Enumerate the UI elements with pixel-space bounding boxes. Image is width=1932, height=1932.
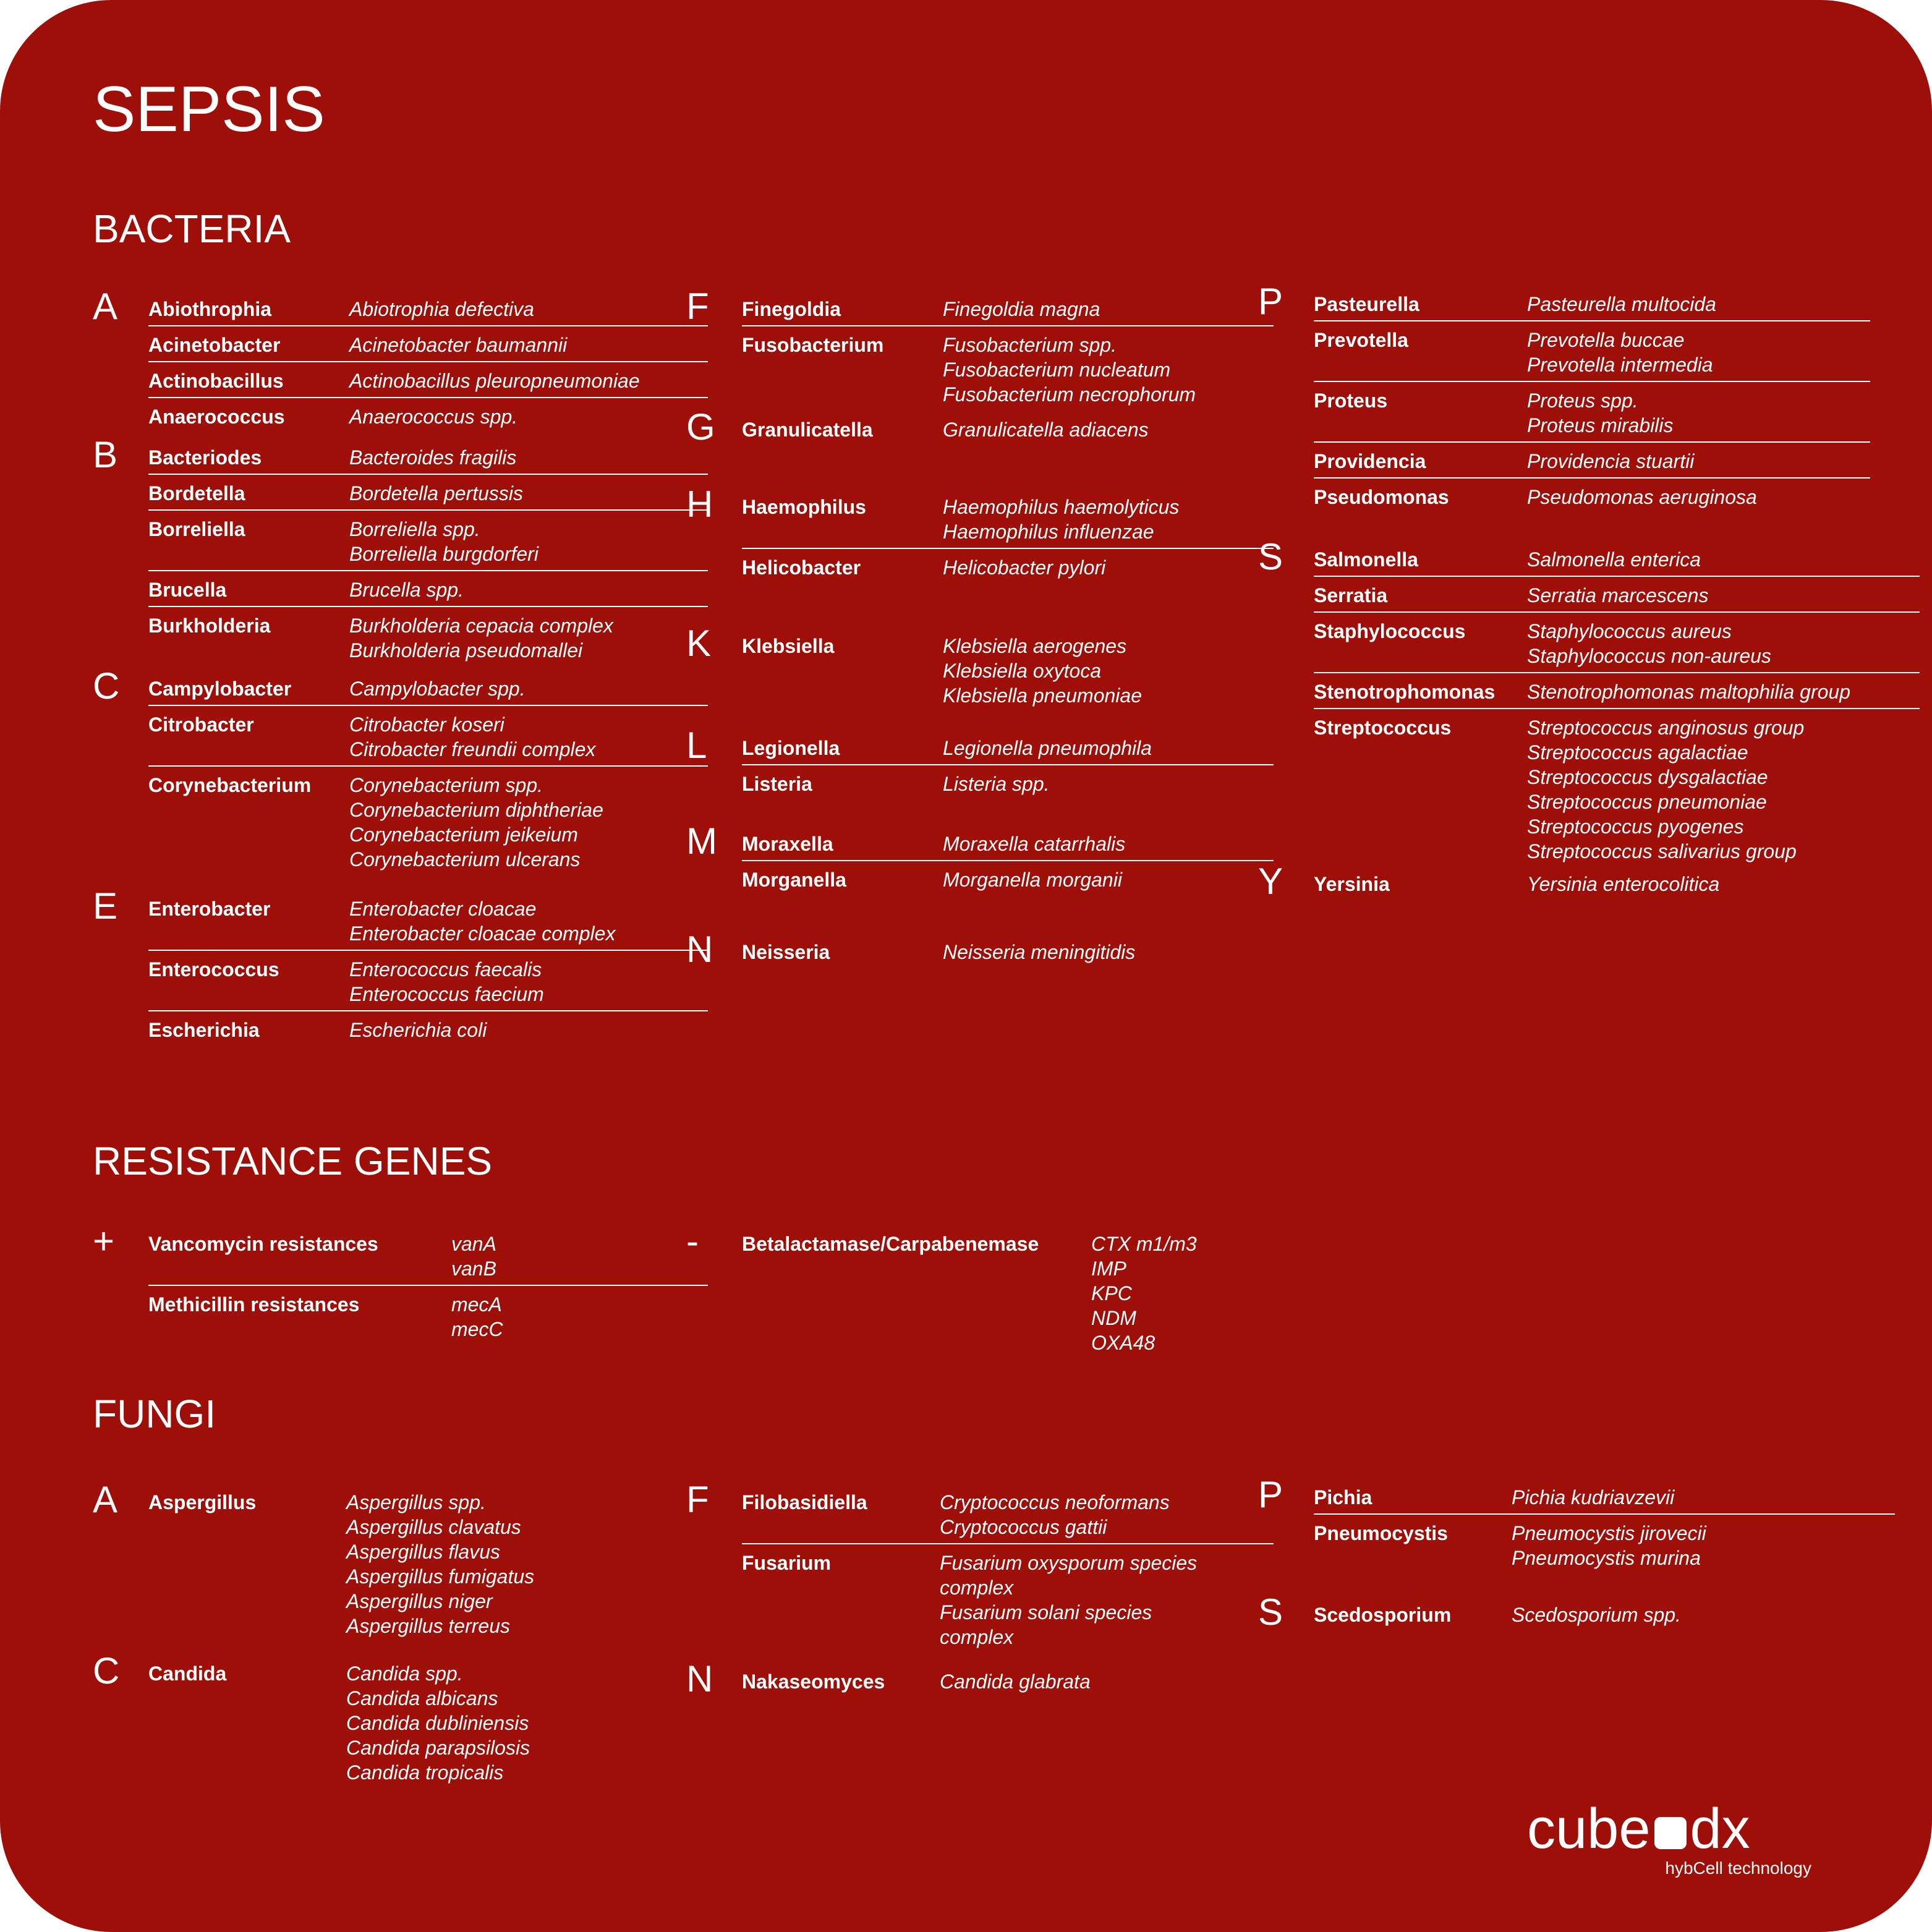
species-list: [349, 951, 708, 1010]
species-name: Brucella spp.: [349, 579, 464, 601]
species-name: Corynebacterium ulcerans: [349, 848, 581, 870]
genus-name: Prevotella: [1314, 329, 1408, 351]
gene-list: [451, 1286, 708, 1345]
species-name: Staphylococcus non-aureus: [1527, 645, 1771, 667]
species-list: [940, 1544, 1274, 1653]
fungi-group-letter: C: [93, 1650, 120, 1692]
genus-row: [742, 1484, 1274, 1544]
genus-row: [148, 1655, 708, 1789]
species-list: [1527, 541, 1920, 576]
genus-row: [742, 934, 1274, 968]
genus-name: Burkholderia: [148, 615, 271, 637]
genus-name: Klebsiella: [742, 635, 835, 657]
species-name: Citrobacter koseri: [349, 713, 504, 736]
species-list: [1527, 866, 1870, 900]
genus-row: [1314, 286, 1870, 321]
section-heading-bacteria: BACTERIA: [93, 206, 291, 251]
genus-row: [148, 1484, 708, 1642]
fungi-group-letter: P: [1258, 1474, 1283, 1515]
species-name: Providencia stuartii: [1527, 450, 1695, 472]
species-name: Bordetella pertussis: [349, 482, 524, 504]
species-name: Enterococcus faecalis: [349, 958, 542, 981]
bacteria-group-rows: [742, 730, 1274, 800]
genus-name: Granulicatella: [742, 419, 873, 441]
genus-row: [1314, 479, 1870, 513]
species-list: [1527, 479, 1870, 513]
resistance-group-letter: +: [93, 1220, 115, 1262]
genus-row: [742, 291, 1274, 326]
gene-class-name: Methicillin resistances: [148, 1293, 360, 1316]
species-name: Yersinia enterocolitica: [1527, 873, 1720, 895]
gene-name: vanB: [451, 1258, 496, 1280]
genus-name: Citrobacter: [148, 713, 254, 736]
logo-wordmark: [1527, 1797, 1750, 1860]
genus-name: Bordetella: [148, 482, 245, 504]
resistance-group-rows: [742, 1225, 1274, 1359]
species-list: [349, 607, 708, 666]
species-name: Fusarium oxysporum species: [940, 1552, 1198, 1574]
bacteria-group-letter: Y: [1258, 861, 1283, 902]
genus-row: [148, 291, 708, 326]
species-list: [349, 706, 708, 765]
genus-row: [742, 1663, 1274, 1698]
genus-name: Scedosporium: [1314, 1604, 1452, 1626]
fungi-group-rows: [1314, 1479, 1895, 1574]
genus-name: Borreliella: [148, 518, 245, 540]
species-list: [943, 488, 1274, 548]
genus-row: [148, 1011, 708, 1046]
genus-row: [148, 362, 708, 398]
bacteria-group-letter: L: [686, 725, 707, 766]
genus-name: Filobasidiella: [742, 1491, 867, 1513]
gene-row: [742, 1225, 1274, 1359]
genus-name: Fusarium: [742, 1552, 832, 1574]
species-name: Stenotrophomonas maltophilia group: [1527, 681, 1850, 703]
species-name: Proteus spp.: [1527, 389, 1638, 412]
genus-name: Pichia: [1314, 1486, 1372, 1509]
species-name: Helicobacter pylori: [943, 556, 1106, 579]
species-name: Acinetobacter baumannii: [349, 334, 568, 356]
section-heading-fungi: FUNGI: [93, 1392, 216, 1436]
species-list: [349, 767, 708, 875]
species-name: Candida glabrata: [940, 1670, 1091, 1693]
species-name: Candida dubliniensis: [346, 1712, 529, 1734]
genus-row: [1314, 709, 1920, 867]
species-name: Fusobacterium spp.: [943, 334, 1117, 356]
bacteria-group-rows: [1314, 286, 1870, 513]
species-list: [1512, 1596, 1870, 1631]
species-name: Corynebacterium jeikeium: [349, 823, 578, 846]
species-name: Neisseria meningitidis: [943, 941, 1136, 963]
species-name: Burkholderia pseudomallei: [349, 639, 583, 662]
species-name: Borreliella spp.: [349, 518, 480, 540]
genus-row: [1314, 577, 1920, 613]
genus-row: [742, 765, 1274, 800]
species-list: [1527, 443, 1870, 477]
species-name: Serratia marcescens: [1527, 584, 1709, 606]
species-list: [1512, 1515, 1895, 1574]
genus-row: [742, 326, 1274, 411]
genus-name: Candida: [148, 1662, 227, 1685]
resistance-group-rows: [148, 1220, 708, 1345]
species-list: [943, 291, 1274, 325]
genus-name: Campylobacter: [148, 678, 292, 700]
cubedx-logo: [1527, 1797, 1811, 1899]
fungi-group-letter: A: [93, 1479, 118, 1520]
species-name: Staphylococcus aureus: [1527, 620, 1732, 642]
bacteria-group-letter: S: [1258, 536, 1283, 577]
species-name: Granulicatella adiacens: [943, 419, 1149, 441]
genus-name: Nakaseomyces: [742, 1670, 885, 1693]
genus-name: Streptococcus: [1314, 717, 1452, 739]
genus-row: [1314, 613, 1920, 673]
genus-row: [742, 825, 1274, 861]
species-name: Prevotella intermedia: [1527, 354, 1713, 376]
species-name: Candida parapsilosis: [346, 1737, 530, 1759]
bacteria-group-rows: [742, 411, 1274, 446]
genus-row: [1314, 866, 1870, 900]
genus-row: [1314, 443, 1870, 479]
genus-name: Salmonella: [1314, 548, 1418, 571]
species-name: Haemophilus haemolyticus: [943, 496, 1180, 518]
species-name: Klebsiella aerogenes: [943, 635, 1127, 657]
fungi-group-rows: [1314, 1596, 1870, 1631]
species-list: [349, 1011, 708, 1046]
species-name: Escherichia coli: [349, 1019, 487, 1041]
genus-name: Actinobacillus: [148, 370, 284, 392]
logo-square-icon: [1654, 1817, 1687, 1849]
fungi-group-letter: S: [1258, 1591, 1283, 1633]
logo-tagline: hybCell technology: [1665, 1858, 1811, 1878]
species-list: [349, 362, 708, 397]
bacteria-group-rows: [148, 291, 708, 433]
species-name: Haemophilus influenzae: [943, 521, 1154, 543]
species-list: [1527, 673, 1920, 708]
genus-name: Brucella: [148, 579, 227, 601]
species-list: [349, 890, 708, 950]
genus-name: Pasteurella: [1314, 293, 1419, 315]
gene-row: [148, 1286, 708, 1345]
species-list: [943, 628, 1274, 712]
species-name: Aspergillus flavus: [346, 1541, 500, 1563]
genus-name: Abiothrophia: [148, 298, 272, 320]
genus-row: [1314, 1596, 1870, 1631]
genus-row: [148, 571, 708, 607]
gene-class-name: Vancomycin resistances: [148, 1233, 378, 1255]
species-list: [349, 398, 708, 433]
gene-name: KPC: [1091, 1282, 1132, 1304]
bacteria-group-rows: [742, 628, 1274, 712]
species-name: Burkholderia cepacia complex: [349, 615, 613, 637]
species-name: Streptococcus anginosus group: [1527, 717, 1805, 739]
genus-name: Morganella: [742, 869, 846, 891]
species-name: Corynebacterium diphtheriae: [349, 799, 603, 821]
genus-name: Corynebacterium: [148, 774, 312, 796]
species-name: Streptococcus pneumoniae: [1527, 791, 1767, 813]
species-list: [1527, 613, 1920, 672]
fungi-group-letter: F: [686, 1479, 709, 1520]
genus-row: [148, 439, 708, 475]
species-name: Aspergillus clavatus: [346, 1516, 521, 1538]
species-list: [346, 1655, 708, 1789]
genus-name: Pseudomonas: [1314, 486, 1449, 508]
bacteria-group-letter: C: [93, 665, 120, 707]
gene-name: CTX m1/m3: [1091, 1233, 1197, 1255]
species-name: Abiotrophia defectiva: [349, 298, 534, 320]
genus-row: [148, 767, 708, 875]
species-name: Cryptococcus gattii: [940, 1516, 1107, 1538]
species-name: Pasteurella multocida: [1527, 293, 1716, 315]
genus-name: Staphylococcus: [1314, 620, 1466, 642]
genus-name: Anaerococcus: [148, 406, 285, 428]
fungi-group-letter: N: [686, 1658, 713, 1700]
genus-row: [1314, 673, 1920, 709]
species-name: Fusarium solani species: [940, 1601, 1152, 1623]
species-list: [1527, 321, 1870, 381]
species-list: [349, 291, 708, 325]
fungi-group-rows: [742, 1663, 1274, 1698]
species-list: [1527, 709, 1920, 867]
species-name: Salmonella enterica: [1527, 548, 1701, 571]
genus-row: [742, 730, 1274, 765]
genus-name: Serratia: [1314, 584, 1388, 606]
bacteria-group-letter: H: [686, 483, 713, 525]
species-list: [1527, 286, 1870, 320]
species-name: Candida spp.: [346, 1662, 463, 1685]
genus-name: Helicobacter: [742, 556, 861, 579]
logo-text-right: dx: [1690, 1797, 1750, 1860]
gene-class-name: Betalactamase/Carpabenemase: [742, 1233, 1039, 1255]
genus-name: Providencia: [1314, 450, 1426, 472]
genus-row: [148, 326, 708, 362]
bacteria-group-letter: M: [686, 820, 717, 862]
bacteria-group-letter: A: [93, 286, 118, 327]
species-list: [940, 1484, 1274, 1543]
genus-row: [1314, 1515, 1895, 1574]
genus-name: Enterobacter: [148, 898, 271, 920]
bacteria-group-rows: [742, 825, 1274, 896]
gene-name: mecA: [451, 1293, 502, 1316]
species-name: complex: [940, 1626, 1014, 1648]
species-list: [346, 1484, 708, 1642]
species-list: [349, 571, 708, 606]
species-name: Klebsiella pneumoniae: [943, 684, 1142, 707]
species-name: Fusobacterium necrophorum: [943, 383, 1196, 406]
page-title: SEPSIS: [93, 74, 325, 145]
genus-name: Fusobacterium: [742, 334, 884, 356]
bacteria-group-rows: [148, 890, 708, 1046]
bacteria-group-letter: B: [93, 434, 118, 475]
species-name: Streptococcus agalactiae: [1527, 741, 1748, 764]
resistance-group-letter: -: [686, 1220, 699, 1262]
genus-row: [148, 706, 708, 767]
species-name: Citrobacter freundii complex: [349, 738, 596, 760]
species-name: Enterobacter cloacae: [349, 898, 537, 920]
species-list: [943, 549, 1274, 584]
genus-name: Enterococcus: [148, 958, 279, 981]
species-name: Klebsiella oxytoca: [943, 660, 1102, 682]
bacteria-group-letter: K: [686, 623, 712, 664]
bacteria-group-rows: [742, 934, 1274, 968]
species-name: Bacteroides fragilis: [349, 446, 517, 469]
species-name: Campylobacter spp.: [349, 678, 526, 700]
genus-row: [742, 549, 1274, 584]
species-name: Aspergillus fumigatus: [346, 1565, 535, 1588]
species-list: [943, 861, 1274, 896]
genus-name: Acinetobacter: [148, 334, 281, 356]
genus-name: Finegoldia: [742, 298, 841, 320]
bacteria-group-letter: P: [1258, 281, 1283, 322]
species-name: Legionella pneumophila: [943, 737, 1152, 759]
species-name: Streptococcus salivarius group: [1527, 840, 1797, 862]
genus-row: [1314, 382, 1870, 443]
species-name: Pneumocystis jirovecii: [1512, 1522, 1706, 1544]
species-name: Candida albicans: [346, 1687, 498, 1709]
gene-name: NDM: [1091, 1307, 1136, 1329]
species-name: Moraxella catarrhalis: [943, 833, 1126, 855]
genus-name: Neisseria: [742, 941, 830, 963]
species-name: Finegoldia magna: [943, 298, 1100, 320]
species-list: [943, 326, 1274, 411]
species-name: Enterobacter cloacae complex: [349, 922, 616, 945]
species-name: Proteus mirabilis: [1527, 414, 1674, 436]
genus-name: Listeria: [742, 773, 812, 795]
species-name: Aspergillus terreus: [346, 1615, 510, 1637]
species-list: [1527, 577, 1920, 611]
species-name: Borreliella burgdorferi: [349, 543, 538, 565]
species-name: Scedosporium spp.: [1512, 1604, 1681, 1626]
genus-row: [742, 488, 1274, 549]
genus-row: [148, 890, 708, 951]
gene-list: [1091, 1225, 1274, 1359]
species-list: [349, 670, 708, 705]
genus-row: [742, 628, 1274, 712]
species-name: complex: [940, 1577, 1014, 1599]
genus-name: Pneumocystis: [1314, 1522, 1448, 1544]
bacteria-group-letter: E: [93, 885, 118, 927]
section-heading-resistance-genes: RESISTANCE GENES: [93, 1139, 493, 1183]
species-name: Streptococcus dysgalactiae: [1527, 766, 1768, 788]
species-list: [349, 326, 708, 361]
genus-name: Aspergillus: [148, 1491, 257, 1513]
bacteria-group-letter: G: [686, 406, 715, 448]
bacteria-group-rows: [1314, 541, 1920, 867]
genus-name: Yersinia: [1314, 873, 1390, 895]
species-name: Enterococcus faecium: [349, 983, 544, 1005]
species-name: Morganella morganii: [943, 869, 1122, 891]
genus-row: [742, 861, 1274, 896]
gene-name: OXA48: [1091, 1332, 1155, 1354]
genus-name: Proteus: [1314, 389, 1388, 412]
logo-text-left: cube: [1527, 1797, 1651, 1860]
species-name: Fusobacterium nucleatum: [943, 359, 1171, 381]
genus-row: [1314, 321, 1870, 382]
gene-name: IMP: [1091, 1258, 1126, 1280]
genus-row: [148, 511, 708, 571]
genus-name: Escherichia: [148, 1019, 260, 1041]
species-list: [943, 411, 1274, 446]
species-name: Corynebacterium spp.: [349, 774, 543, 796]
species-name: Cryptococcus neoformans: [940, 1491, 1170, 1513]
gene-row: [148, 1220, 708, 1286]
species-name: Actinobacillus pleuropneumoniae: [349, 370, 640, 392]
bacteria-group-letter: N: [686, 929, 713, 970]
genus-row: [148, 670, 708, 706]
species-name: Listeria spp.: [943, 773, 1050, 795]
species-list: [940, 1663, 1274, 1698]
fungi-group-rows: [742, 1484, 1274, 1653]
species-name: Pseudomonas aeruginosa: [1527, 486, 1757, 508]
bacteria-group-rows: [742, 488, 1274, 584]
bacteria-group-rows: [1314, 866, 1870, 900]
genus-row: [1314, 1479, 1895, 1515]
genus-row: [148, 475, 708, 511]
species-list: [1512, 1479, 1895, 1513]
genus-row: [148, 951, 708, 1011]
genus-row: [1314, 541, 1920, 577]
species-name: Streptococcus pyogenes: [1527, 815, 1744, 838]
species-name: Prevotella buccae: [1527, 329, 1685, 351]
genus-name: Legionella: [742, 737, 840, 759]
species-list: [943, 934, 1274, 968]
species-list: [1527, 382, 1870, 441]
gene-name: vanA: [451, 1233, 496, 1255]
species-list: [943, 765, 1274, 800]
genus-name: Stenotrophomonas: [1314, 681, 1496, 703]
gene-list: [451, 1220, 708, 1285]
species-list: [349, 511, 708, 570]
species-name: Aspergillus niger: [346, 1590, 493, 1612]
species-name: Aspergillus spp.: [346, 1491, 486, 1513]
species-list: [943, 825, 1274, 860]
gene-name: mecC: [451, 1318, 503, 1340]
species-list: [349, 439, 708, 474]
bacteria-group-rows: [148, 670, 708, 875]
species-name: Anaerococcus spp.: [349, 406, 518, 428]
species-name: Candida tropicalis: [346, 1761, 504, 1784]
species-list: [943, 730, 1274, 764]
genus-row: [742, 411, 1274, 446]
fungi-group-rows: [148, 1484, 708, 1642]
genus-row: [148, 607, 708, 666]
genus-name: Moraxella: [742, 833, 833, 855]
genus-name: Bacteriodes: [148, 446, 262, 469]
bacteria-group-rows: [148, 439, 708, 666]
species-name: Pneumocystis murina: [1512, 1547, 1701, 1569]
bacteria-group-letter: F: [686, 286, 709, 327]
species-list: [349, 475, 708, 509]
species-name: Pichia kudriavzevii: [1512, 1486, 1675, 1509]
genus-row: [148, 398, 708, 433]
genus-row: [742, 1544, 1274, 1653]
bacteria-group-rows: [742, 291, 1274, 411]
fungi-group-rows: [148, 1655, 708, 1789]
genus-name: Haemophilus: [742, 496, 866, 518]
